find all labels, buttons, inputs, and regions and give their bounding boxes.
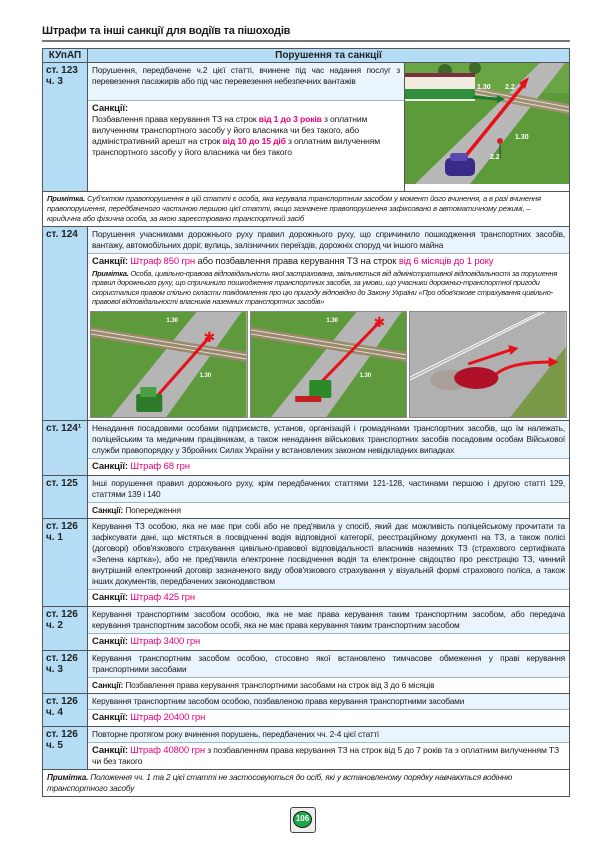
sanction-block	[88, 100, 404, 191]
note-cell	[43, 769, 570, 796]
content-cell	[88, 518, 570, 606]
article-cell	[43, 475, 88, 518]
sanction-block	[88, 458, 569, 475]
article-cell	[43, 420, 88, 475]
page-header	[42, 24, 570, 42]
sanction-block	[88, 589, 569, 606]
note-text: Суб'єктом правопорушення в цій статті є особа, яка керувала транспортним засобом у момент його вчинення, а в разі вчинення правопорушення, передбаченого частиною першою цієї статті, якщо зазначене правопорушення зафіксовано в автоматичному режимі, – юридична або фізична особа, за якою зареєстровано транспортний засіб	[47, 194, 541, 223]
content-cell	[88, 475, 570, 518]
table-row	[43, 606, 570, 650]
article-cell	[43, 63, 88, 192]
sub-note	[88, 268, 569, 309]
violation-text: Керування ТЗ особою, яка не має при собі або не пред'явила у спосіб, який дає можливість поліцейському прочитати та зафіксувати дані, що містяться в посвідченні водія відповідної категорії, реєстраційному документі на ТЗ, а також полісі (договорі) обов'язкового страхування цивільно-правової відповідальності власників наземних ТЗ (страхового сертифіката «Зелена картка»), або не пред'явила електронне посвідчення водія та електронне свідоцтво про реєстрацію ТЗ, чинний внутрішній електронний договір зазначеного виду обов'язкового страхування у візуальній формі страхового поліса, а також інших документів, передбачених законодавством	[88, 519, 569, 589]
sanction-highlight: від 6 місяців до 1 року	[398, 256, 494, 267]
sanction-highlight: Штраф 40800 грн	[130, 744, 206, 756]
article-label: ст. 126 ч. 4	[46, 695, 78, 718]
illustration-tractor-plough-crossing	[250, 311, 408, 418]
violation-text: Керування транспортним засобом особою, позбавленою права керування транспортними засобами	[88, 694, 569, 709]
sanction-text: Позбавлення права керування транспортними засобами на строк від 3 до 6 місяців	[123, 679, 435, 690]
sign-label: 1.30	[359, 372, 371, 379]
table-row	[43, 650, 570, 693]
svg-text:✱: ✱	[373, 313, 385, 330]
note-label: Примітка.	[92, 269, 129, 278]
illustration-row	[88, 309, 569, 420]
column-header-article: КУпАП	[43, 49, 88, 63]
sanction-label: Санкції:	[92, 256, 128, 267]
sanction-text: Попередження	[123, 504, 181, 515]
fines-table	[42, 48, 570, 797]
violation-text: Керування транспортним засобом особою, стосовно якої встановлено тимчасове обмеження у праві керування транспортними засобами	[88, 651, 569, 677]
note-label: Примітка.	[47, 194, 86, 203]
violation-text: Порушення учасниками дорожнього руху правил дорожнього руху, що спричинило пошкодження транспортних засобів, вантажу, автомобільних доріг, вулиць, залізничних переїздів, дорожніх споруд чи іншого майна	[88, 227, 569, 253]
sanction-label: Санкції:	[92, 635, 128, 647]
sanction-block	[88, 677, 569, 693]
sanction-label: Санкції:	[92, 591, 128, 603]
note-row	[43, 769, 570, 796]
content-cell	[88, 650, 570, 693]
article-label: ст. 125	[46, 477, 78, 489]
article-label: ст. 124	[46, 229, 78, 240]
article-cell	[43, 726, 88, 769]
article-cell	[43, 606, 88, 650]
sanction-label: Санкції:	[92, 460, 128, 472]
content-cell	[88, 227, 570, 421]
table-row	[43, 475, 570, 518]
sanction-highlight: від 1 до 3 років	[258, 114, 322, 124]
violation-text: Ненадання посадовими особами підприємств, установ, організацій і громадянами транспортних засобів, що їм належать, поліцейським та медичним працівникам, а також ненадання військових транспортних засобів посадовим особам Військової служби правопорядку у Збройних Силах України у встановлених законом невідкладних випадках	[88, 421, 569, 458]
content-cell	[88, 693, 570, 726]
sanction-text: або позбавлення права керування ТЗ на строк	[195, 256, 399, 267]
violation-text: Інші порушення правил дорожнього руху, крім передбачених статтями 121-128, частинами першою і другою статті 129, статтями 139 і 140	[88, 476, 569, 502]
sanction-highlight: Штраф 3400 грн	[130, 635, 201, 647]
page-header-title: Штрафи та інші санкції для водіїв та пішоходів	[42, 25, 291, 37]
illustration-car-collision	[409, 311, 567, 418]
note-label: Примітка.	[47, 772, 89, 782]
content-cell	[88, 606, 570, 650]
sanction-label: Санкції:	[92, 679, 124, 690]
sign-label: 1.30	[515, 134, 529, 141]
note-row	[43, 192, 570, 227]
sanction-highlight: від 10 до 15 діб	[222, 136, 286, 146]
violation-text: Порушення, передбачене ч.2 цієї статті, вчинене під час надання послуг з перевезення пасажирів або під час перевезення небезпечних вантажів	[88, 63, 404, 100]
tractor-plough-scene	[251, 312, 407, 417]
page-number-badge	[290, 807, 316, 833]
sign-label: 1.30	[477, 84, 491, 91]
content-cell	[88, 726, 570, 769]
violation-text: Керування транспортним засобом особою, яка не має права керування таким транспортним засобом, або передача керування транспортним засобом особі, яка не має права керування таким транспортним засобом	[88, 607, 569, 633]
sanction-text: з оплатним вилученням транспортного засобу у його власника чи без такого	[92, 136, 380, 157]
crawler-tractor-scene	[91, 312, 247, 417]
sanction-highlight: Штраф 425 грн	[130, 591, 195, 603]
note-cell	[43, 192, 570, 227]
page-number: 106	[293, 811, 312, 828]
sanction-highlight: Штраф 20400 грн	[130, 711, 206, 723]
article-cell	[43, 650, 88, 693]
sanction-text: Позбавлення права керування ТЗ на строк	[92, 114, 259, 124]
sanction-highlight: Штраф 68 грн	[130, 460, 190, 472]
column-header-content: Порушення та санкції	[88, 49, 570, 63]
table-header-row	[43, 49, 570, 63]
table-row	[43, 227, 570, 421]
sign-label: 1.30	[166, 317, 179, 324]
sanction-block	[88, 502, 569, 518]
violation-text: Повторне протягом року вчинення порушень, передбачених чч. 2-4 цієї статті	[88, 727, 569, 742]
table-row	[43, 63, 570, 192]
car-collision-scene	[410, 312, 566, 417]
sign-label: 1.30	[325, 317, 338, 324]
article-label: ст. 126 ч. 3	[46, 652, 78, 675]
table-row	[43, 420, 570, 475]
article-cell	[43, 518, 88, 606]
sanction-label: Санкції:	[92, 711, 128, 723]
illustration-crawler-tractor-crossing	[90, 311, 248, 418]
article-label: ст. 126 ч. 2	[46, 608, 78, 631]
article-cell	[43, 693, 88, 726]
sanction-block	[88, 633, 569, 650]
article-label: ст. 126 ч. 5	[46, 728, 78, 751]
illustration-railway-crossing	[404, 63, 569, 191]
sanction-label: Санкції:	[92, 504, 124, 515]
sanction-highlight: Штраф 850 грн	[130, 256, 195, 267]
sanction-text: з оплатним вилученням транспортного засобу у його власника чи без такого, або адміністративний арешт на строк	[92, 114, 368, 146]
content-cell	[88, 63, 570, 192]
sign-label: 1.30	[199, 372, 212, 379]
article-label: ст. 124¹	[46, 422, 82, 434]
sanction-text: з позбавленням права керування ТЗ на строк від 5 до 7 років та з оплатним вилученням ТЗ чи без такого	[92, 744, 560, 766]
note-text: Особа, цивільно-правова відповідальність якої застрахована, звільняється від адміністративної відповідальності за порушення правил дорожнього руху, що спричинило пошкодження транспортних засобів, за умови, що учасники дорожньо-транспортної пригоди скористалися правом спільно скласти повідомлення про цю пригоду відповідно до Закону України «Про обов'язкове страхування цивільно-правової відповідальності власників наземних транспортних засобів»	[92, 269, 558, 307]
railway-crossing-scene	[405, 63, 569, 184]
content-cell	[88, 420, 570, 475]
sanction-block	[88, 709, 569, 726]
article-cell	[43, 227, 88, 421]
sanction-label: Санкції:	[92, 103, 128, 114]
table-row	[43, 726, 570, 769]
sign-label: 2.2	[490, 154, 500, 161]
table-row	[43, 518, 570, 606]
sanction-block	[88, 742, 569, 769]
table-row	[43, 693, 570, 726]
sign-label: 2.2	[505, 84, 515, 91]
sanction-label: Санкції:	[92, 744, 128, 756]
note-text: Положення чч. 1 та 2 цієї статті не застосовуються до осіб, які у встановленому порядку навчаються водінню транспортного засобу	[47, 772, 513, 793]
svg-text:✱: ✱	[203, 328, 216, 345]
sanction-block	[88, 253, 569, 268]
article-label: ст. 123 ч. 3	[46, 65, 78, 87]
article-label: ст. 126 ч. 1	[46, 520, 78, 543]
